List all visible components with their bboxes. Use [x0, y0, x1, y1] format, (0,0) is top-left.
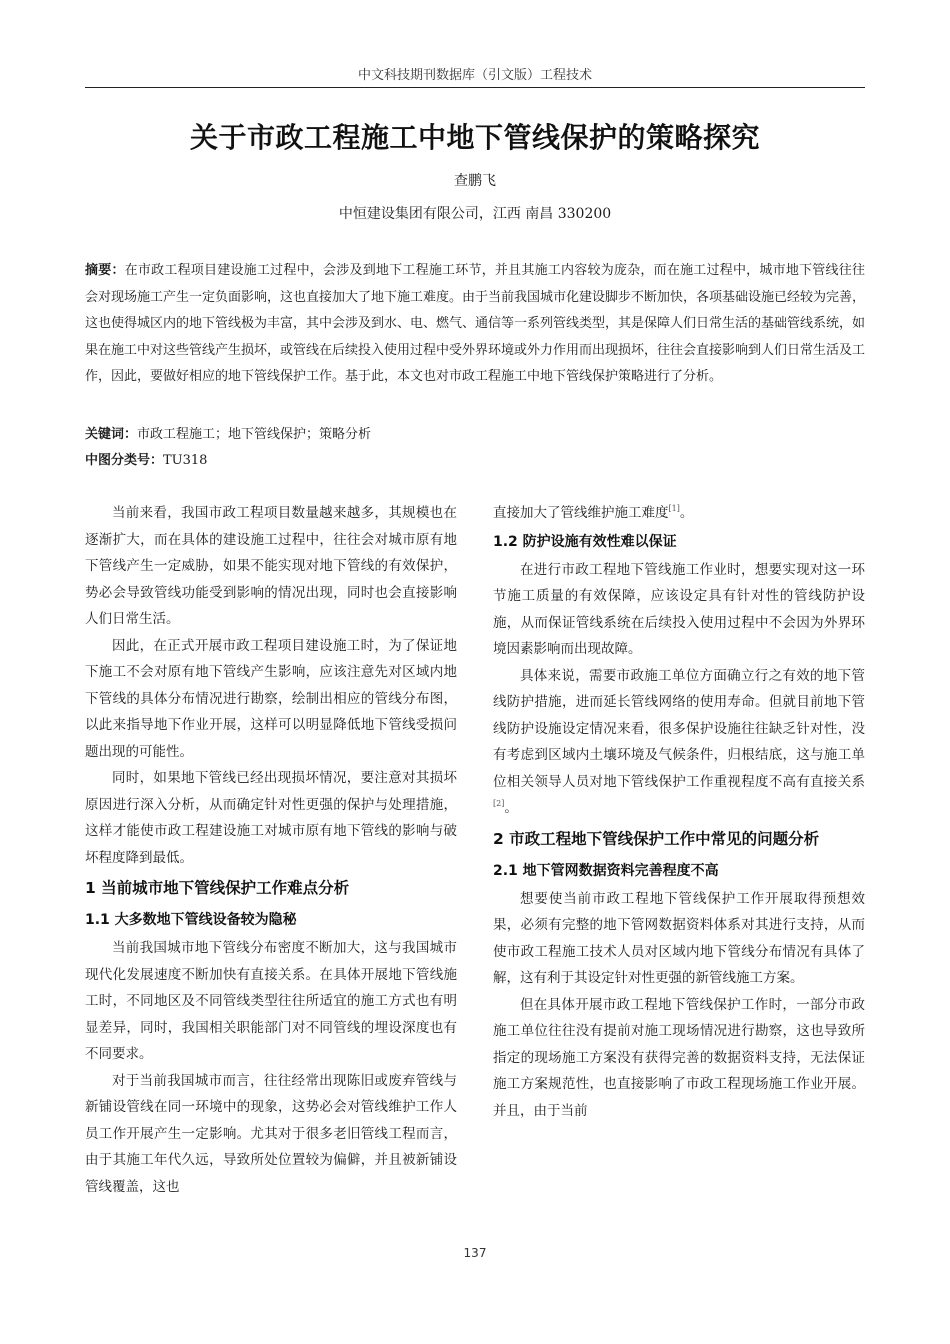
subsection-heading-1-2: 1.2 防护设施有效性难以保证	[493, 533, 677, 550]
paragraph: 当前我国城市地下管线分布密度不断加大，这与我国城市现代化发展速度不断加快有直接关系。在具体开展地下管线施工时，不同地区及不同管线类型往往所适宜的施工方式也有明显差异，同时，我国相关职能部门对不同管线的埋设深度也有不同要求。	[85, 940, 457, 1062]
keywords-text: 市政工程施工；地下管线保护；策略分析	[137, 427, 372, 442]
section-heading-2: 2 市政工程地下管线保护工作中常见的问题分析	[493, 829, 820, 848]
article-title: 关于市政工程施工中地下管线保护的策略探究	[189, 121, 760, 154]
punctuation: 。	[504, 800, 518, 816]
paragraph: 同时，如果地下管线已经出现损坏情况，要注意对其损坏原因进行深入分析，从而确定针对性更强的保护与处理措施，这样才能使市政工程建设施工对城市原有地下管线的影响与破坏程度降到最低。	[85, 770, 457, 866]
paragraph: 因此，在正式开展市政工程项目建设施工时，为了保证地下施工不会对原有地下管线产生影响，应该注意先对区域内地下管线的具体分布情况进行勘察，绘制出相应的管线分布图，以此来指导地下作业开展，这样可以明显降低地下管线受损问题出现的可能性。	[85, 637, 457, 760]
continuation-text: 直接加大了管线维护施工难度	[493, 505, 669, 521]
keywords-label: 关键词：	[85, 427, 138, 442]
punctuation: 。	[679, 505, 694, 521]
section-heading-1: 1 当前城市地下管线保护工作难点分析	[85, 879, 350, 897]
subsection-heading-2-1: 2.1 地下管网数据资料完善程度不高	[493, 862, 719, 879]
paragraph: 在进行市政工程地下管线施工作业时，想要实现对这一环节施工质量的有效保障，应该设定具有针对性的管线防护设施，从而保证管线系统在后续投入使用过程中不会因为外界环境因素影响而出现故障。	[493, 561, 865, 657]
header-rule	[85, 87, 865, 88]
paragraph: 当前来看，我国市政工程项目数量越来越多，其规模也在逐渐扩大，而在具体的建设施工过程中，往往会对城市原有地下管线产生一定威胁，如果不能实现对地下管线的有效保护，势必会导致管线功能受到影响的情况出现，同时也会直接影响人们日常生活。	[85, 505, 457, 627]
subsection-heading-1-1: 1.1 大多数地下管线设备较为隐秘	[85, 912, 297, 928]
abstract-label: 摘要：	[85, 263, 125, 278]
paragraph	[493, 663, 865, 822]
page-number: 137	[463, 1246, 487, 1260]
keywords	[85, 422, 865, 449]
author-affiliation: 中恒建设集团有限公司，江西 南昌 330200	[338, 206, 612, 222]
abstract	[85, 258, 865, 391]
paragraph-continuation	[493, 500, 865, 527]
running-header: 中文科技期刊数据库（引文版）工程技术	[357, 68, 592, 83]
paragraph: 但在具体开展市政工程地下管线保护工作时，一部分市政施工单位往往没有提前对施工现场情况进行勘察，这也导致所指定的现场施工方案没有获得完善的数据资料支持，无法保证施工方案规范性，也直接影响了市政工程现场施工作业开展。并且，由于当前	[493, 996, 865, 1119]
author-name: 查鹏飞	[454, 173, 496, 189]
clc-label: 中图分类号：	[85, 453, 164, 468]
paragraph: 对于当前我国城市而言，往往经常出现陈旧或废弃管线与新铺设管线在同一环境中的现象，这势必会对管线维护工作人员工作开展产生一定影响。尤其对于很多老旧管线工程而言，由于其施工年代久远，导致所处位置较为偏僻，并且被新铺设管线覆盖，这也	[85, 1072, 457, 1195]
paragraph-text: 具体来说，需要市政施工单位方面确立行之有效的地下管线防护措施，进而延长管线网络的使用寿命。但就目前地下管线防护设施设定情况来看，很多保护设施往往缺乏针对性，没有考虑到区域内土壤环境及气候条件，归根结底，这与施工单位相关领导人员对地下管线保护工作重视程度不高有直接关系	[493, 667, 865, 790]
left-column	[85, 500, 457, 1200]
right-column	[493, 500, 865, 1124]
citation-ref: [1]	[668, 504, 680, 513]
citation-ref: [2]	[493, 799, 505, 808]
abstract-text: 在市政工程项目建设施工过程中，会涉及到地下工程施工环节，并且其施工内容较为庞杂，而在施工过程中，城市地下管线往往会对现场施工产生一定负面影响，这也直接加大了地下施工难度。由于当前我国城市化建设脚步不断加快，各项基础设施已经较为完善，这也使得城区内的地下管线极为丰富，其中会涉及到水、电、燃气、通信等一系列管线类型，其是保障人们日常生活的基础管线系统，如果在施工中对这些管线产生损坏，或管线在后续投入使用过程中受外界环境或外力作用而出现损坏，往往会直接影响到人们日常生活及工作，因此，要做好相应的地下管线保护工作。基于此，本文也对市政工程施工中地下管线保护策略进行了分析。	[85, 263, 866, 384]
paragraph: 想要使当前市政工程地下管线保护工作开展取得预想效果，必须有完整的地下管网数据资料体系对其进行支持，从而使市政工程施工技术人员对区域内地下管线分布情况有具体了解，这有利于其设定针对性更强的新管线施工方案。	[493, 890, 865, 986]
clc-text: TU318	[163, 453, 208, 468]
classification-number	[85, 448, 865, 475]
